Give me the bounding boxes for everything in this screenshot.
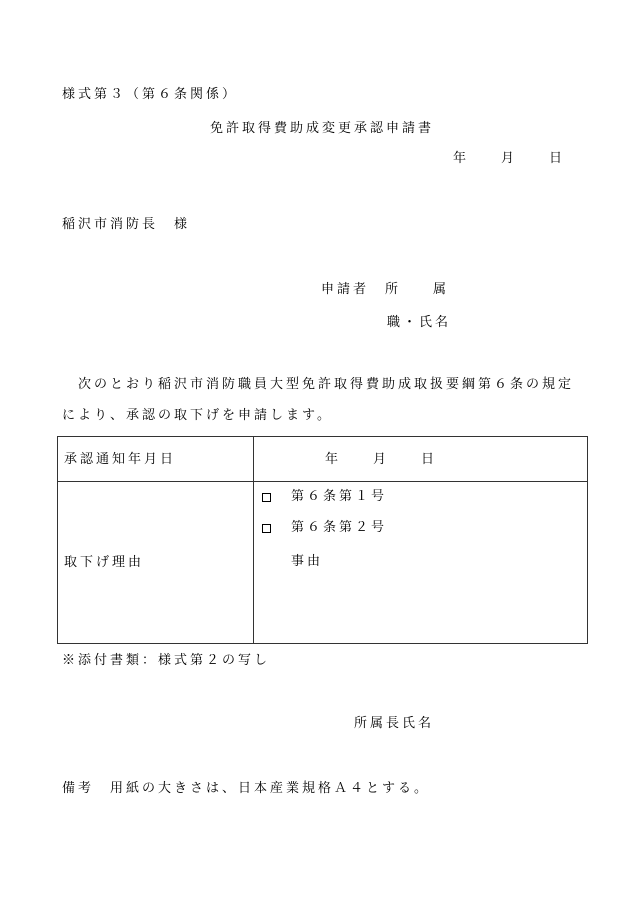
chief-name-label: 所属長氏名 <box>354 716 435 731</box>
option-1-checkbox[interactable] <box>262 493 271 502</box>
addressee: 稲沢市消防長 様 <box>62 217 191 232</box>
attachment-note: ※添付書類：様式第２の写し <box>62 653 271 668</box>
form-number: 様式第３（第６条関係） <box>62 87 239 102</box>
approval-date-value: 年 月 日 <box>325 452 438 467</box>
option-2-checkbox[interactable] <box>262 524 271 533</box>
applicant-affiliation: 申請者 所 属 <box>321 282 450 297</box>
approval-date-label: 承認通知年月日 <box>64 452 177 467</box>
date-line: 年 月 日 <box>453 151 566 166</box>
form-title: 免許取得費助成変更承認申請書 <box>210 121 435 136</box>
table-row-divider <box>58 481 587 482</box>
application-table <box>57 436 588 644</box>
withdrawal-reason-label: 取下げ理由 <box>64 555 145 570</box>
body-text-line-2: により、承認の取下げを申請します。 <box>62 408 333 423</box>
remarks: 備考 用紙の大きさは、日本産業規格Ａ４とする。 <box>62 781 431 796</box>
reason-label: 事由 <box>291 554 324 569</box>
body-text-line-1: 次のとおり稲沢市消防職員大型免許取得費助成取扱要綱第６条の規定 <box>78 377 575 392</box>
applicant-name: 職・氏名 <box>387 315 452 330</box>
table-column-divider <box>253 437 254 643</box>
option-1-label: 第６条第１号 <box>291 489 388 504</box>
option-2-label: 第６条第２号 <box>291 520 388 535</box>
